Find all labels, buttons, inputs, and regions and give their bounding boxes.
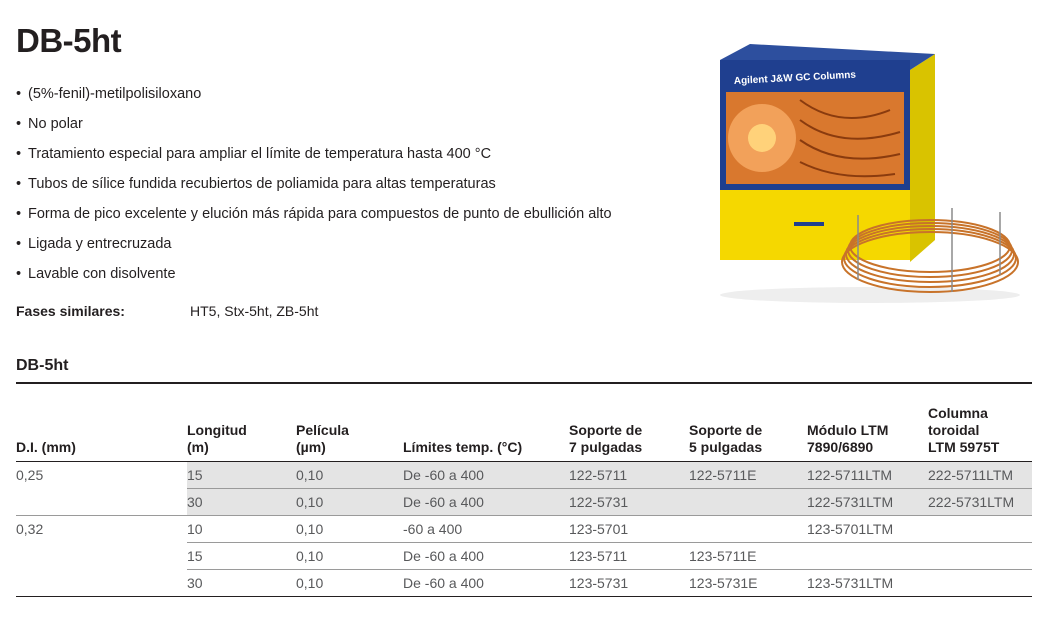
table-cell: 122-5711LTM bbox=[807, 462, 928, 489]
feature-list bbox=[16, 84, 612, 294]
feature-text: Tratamiento especial para ampliar el límite de temperatura hasta 400 °C bbox=[28, 146, 492, 162]
header-film: Película (µm) bbox=[296, 422, 349, 455]
box-label: Agilent J&W GC Columns bbox=[733, 69, 857, 87]
bullet-icon: • bbox=[16, 236, 22, 252]
header-toroidal: Columna toroidal LTM 5975T bbox=[928, 405, 1000, 455]
table-cell: 30 bbox=[187, 489, 296, 516]
table-cell: De -60 a 400 bbox=[403, 543, 569, 570]
table-cell: 122-5711E bbox=[689, 462, 807, 489]
page-title: DB-5ht bbox=[16, 22, 122, 59]
bullet-icon: • bbox=[16, 176, 22, 192]
table-cell: 122-5731LTM bbox=[807, 489, 928, 516]
table-row bbox=[16, 543, 1032, 570]
similar-phases-label: Fases similares: bbox=[16, 303, 125, 319]
table-cell: 122-5731 bbox=[569, 489, 689, 516]
table-row bbox=[16, 462, 1032, 489]
table-cell: 0,10 bbox=[296, 516, 403, 543]
bullet-icon: • bbox=[16, 146, 22, 162]
table-cell: 0,32 bbox=[16, 521, 44, 538]
header-length: Longitud (m) bbox=[187, 422, 247, 455]
table-cell: 123-5711E bbox=[689, 543, 807, 570]
bullet-icon: • bbox=[16, 116, 22, 132]
bullet-icon: • bbox=[16, 266, 22, 282]
table-cell: 122-5711 bbox=[569, 462, 689, 489]
similar-phases bbox=[16, 303, 318, 319]
feature-text: No polar bbox=[28, 116, 83, 132]
table-cell: 30 bbox=[187, 570, 296, 597]
table-cell bbox=[689, 489, 807, 516]
feature-item bbox=[16, 234, 612, 264]
feature-text: Lavable con disolvente bbox=[28, 266, 176, 282]
table-cell: 222-5731LTM bbox=[928, 489, 1032, 516]
table-cell: 123-5701 bbox=[569, 516, 689, 543]
table-row bbox=[16, 570, 1032, 597]
table-row bbox=[16, 489, 1032, 516]
table-cell: 0,10 bbox=[296, 489, 403, 516]
table-row bbox=[16, 516, 1032, 543]
table-cell: 123-5701LTM bbox=[807, 516, 928, 543]
header-ltm-module: Módulo LTM 7890/6890 bbox=[807, 422, 889, 455]
table-title: DB-5ht bbox=[16, 357, 69, 374]
table-cell bbox=[689, 516, 807, 543]
feature-item bbox=[16, 144, 612, 174]
feature-item bbox=[16, 174, 612, 204]
feature-text: Ligada y entrecruzada bbox=[28, 236, 172, 252]
table-cell: De -60 a 400 bbox=[403, 462, 569, 489]
table-cell bbox=[807, 543, 928, 570]
feature-item bbox=[16, 264, 612, 294]
feature-text: Forma de pico excelente y elución más rápida para compuestos de punto de ebullición alto bbox=[28, 206, 612, 222]
table-cell: 123-5731 bbox=[569, 570, 689, 597]
feature-text: (5%-fenil)-metilpolisiloxano bbox=[28, 86, 202, 102]
table-cell bbox=[16, 543, 187, 570]
table-cell: 0,10 bbox=[296, 543, 403, 570]
feature-item bbox=[16, 114, 612, 144]
header-7in-cage: Soporte de 7 pulgadas bbox=[569, 422, 643, 455]
table-cell: 0,25 bbox=[16, 467, 44, 484]
table-cell bbox=[928, 516, 1032, 543]
feature-item bbox=[16, 84, 612, 114]
bullet-icon: • bbox=[16, 206, 22, 222]
table-cell: 15 bbox=[187, 462, 296, 489]
bullet-icon: • bbox=[16, 86, 22, 102]
table-header-row bbox=[16, 383, 1032, 462]
table-cell bbox=[928, 543, 1032, 570]
header-5in-cage: Soporte de 5 pulgadas bbox=[689, 422, 763, 455]
table-cell: 123-5731E bbox=[689, 570, 807, 597]
table-cell bbox=[16, 489, 187, 516]
table-cell: 15 bbox=[187, 543, 296, 570]
feature-item bbox=[16, 204, 612, 234]
table-cell: De -60 a 400 bbox=[403, 489, 569, 516]
feature-text: Tubos de sílice fundida recubiertos de poliamida para altas temperaturas bbox=[28, 176, 496, 192]
table-cell: 10 bbox=[187, 516, 296, 543]
header-id: D.I. (mm) bbox=[16, 439, 76, 455]
table-cell: 123-5731LTM bbox=[807, 570, 928, 597]
gc-column-box-and-coil-image bbox=[690, 40, 1030, 305]
ordering-table bbox=[16, 382, 1032, 597]
table-cell bbox=[16, 570, 187, 597]
table-cell: 222-5711LTM bbox=[928, 462, 1032, 489]
similar-phases-value: HT5, Stx-5ht, ZB-5ht bbox=[190, 303, 319, 319]
table-cell: 0,10 bbox=[296, 570, 403, 597]
table-cell: 123-5711 bbox=[569, 543, 689, 570]
table-cell bbox=[928, 570, 1032, 597]
header-temp-limits: Límites temp. (°C) bbox=[403, 439, 523, 455]
table-cell: -60 a 400 bbox=[403, 516, 569, 543]
table-cell: 0,10 bbox=[296, 462, 403, 489]
table-cell: De -60 a 400 bbox=[403, 570, 569, 597]
